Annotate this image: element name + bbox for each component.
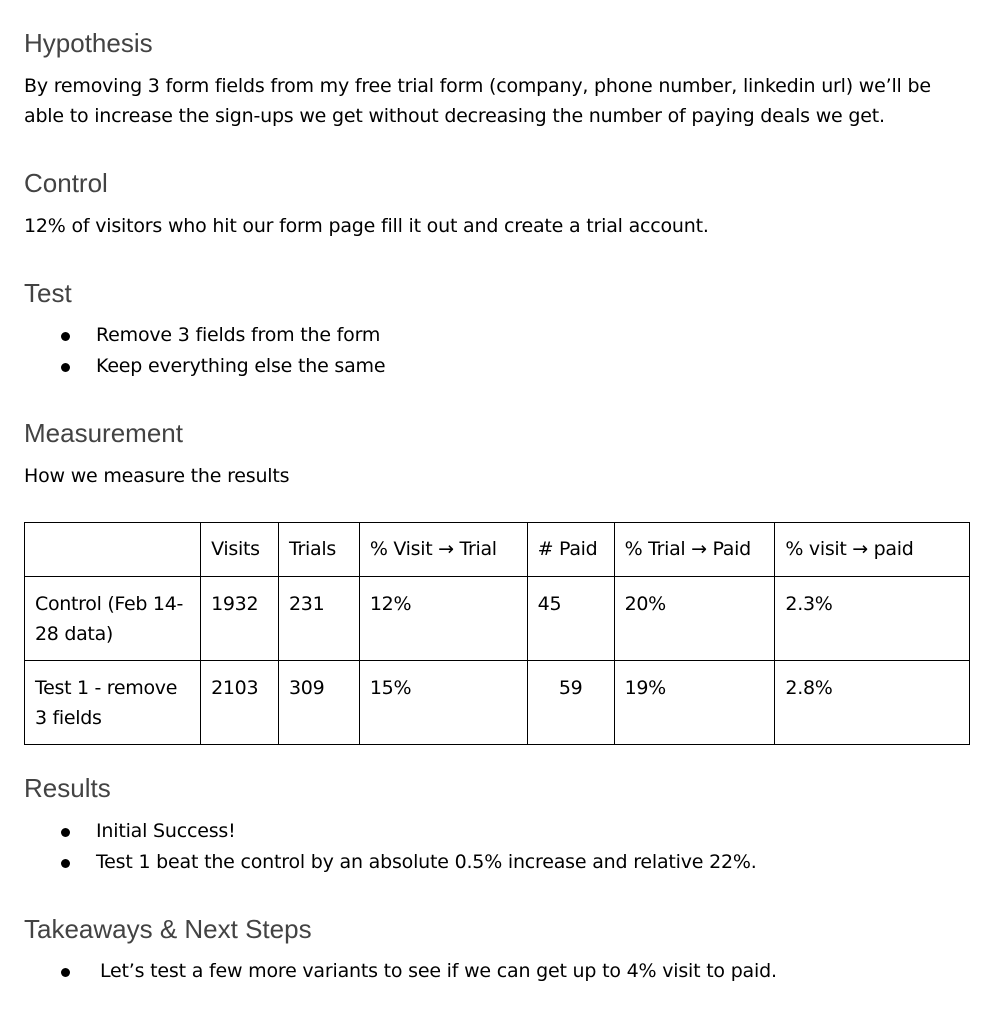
hypothesis-heading: Hypothesis [24, 28, 153, 58]
list-item-text: Keep everything else the same [96, 355, 386, 377]
list-item [24, 320, 385, 351]
measurement-heading: Measurement [24, 418, 183, 448]
table-cell: 2.8% [775, 661, 970, 745]
list-item [24, 351, 385, 382]
table-header-cell [25, 523, 201, 577]
bullet-icon [61, 363, 70, 372]
test-heading: Test [24, 278, 72, 308]
table-header-cell: # Paid [527, 523, 614, 577]
bullet-icon [61, 828, 70, 837]
table-cell: Test 1 - remove 3 fields [25, 661, 201, 745]
table-row [25, 661, 970, 745]
bullet-icon [61, 968, 70, 977]
table-header-cell: Visits [201, 523, 279, 577]
list-item-text: Initial Success! [96, 820, 236, 842]
results-table [24, 522, 970, 745]
list-item-text: Remove 3 fields from the form [96, 324, 381, 346]
table-cell: 2.3% [775, 577, 970, 661]
table-header-row [25, 523, 970, 577]
table-cell: 2103 [201, 661, 279, 745]
table-cell: 309 [279, 661, 360, 745]
table-cell: 15% [359, 661, 527, 745]
takeaways-list [24, 956, 777, 987]
table-cell: 20% [614, 577, 775, 661]
table-header-cell: Trials [279, 523, 360, 577]
measurement-text: How we measure the results [24, 465, 290, 487]
table-cell: 19% [614, 661, 775, 745]
control-heading: Control [24, 168, 108, 198]
table-header-cell: % Trial → Paid [614, 523, 775, 577]
list-item [24, 956, 777, 987]
table-cell: 1932 [201, 577, 279, 661]
control-text: 12% of visitors who hit our form page fill it out and create a trial account. [24, 215, 709, 237]
table-cell: 45 [527, 577, 614, 661]
table-header-cell: % visit → paid [775, 523, 970, 577]
hypothesis-text: By removing 3 form fields from my free trial form (company, phone number, linkedin url) we’ll be able to increase the sign-ups we get without decreasing the number of paying deals we get. [24, 75, 931, 127]
table-header-cell: % Visit → Trial [359, 523, 527, 577]
test-list [24, 320, 385, 382]
results-heading: Results [24, 773, 111, 803]
bullet-icon [61, 332, 70, 341]
list-item [24, 816, 757, 847]
table-cell: Control (Feb 14-28 data) [25, 577, 201, 661]
takeaways-heading: Takeaways & Next Steps [24, 914, 312, 944]
table-row [25, 577, 970, 661]
list-item [24, 847, 757, 878]
table-cell: 59 [527, 661, 614, 745]
table-cell: 231 [279, 577, 360, 661]
list-item-text: Let’s test a few more variants to see if we can get up to 4% visit to paid. [100, 960, 777, 982]
list-item-text: Test 1 beat the control by an absolute 0.5% increase and relative 22%. [96, 851, 757, 873]
results-list [24, 816, 757, 878]
bullet-icon [61, 859, 70, 868]
table-cell: 12% [359, 577, 527, 661]
